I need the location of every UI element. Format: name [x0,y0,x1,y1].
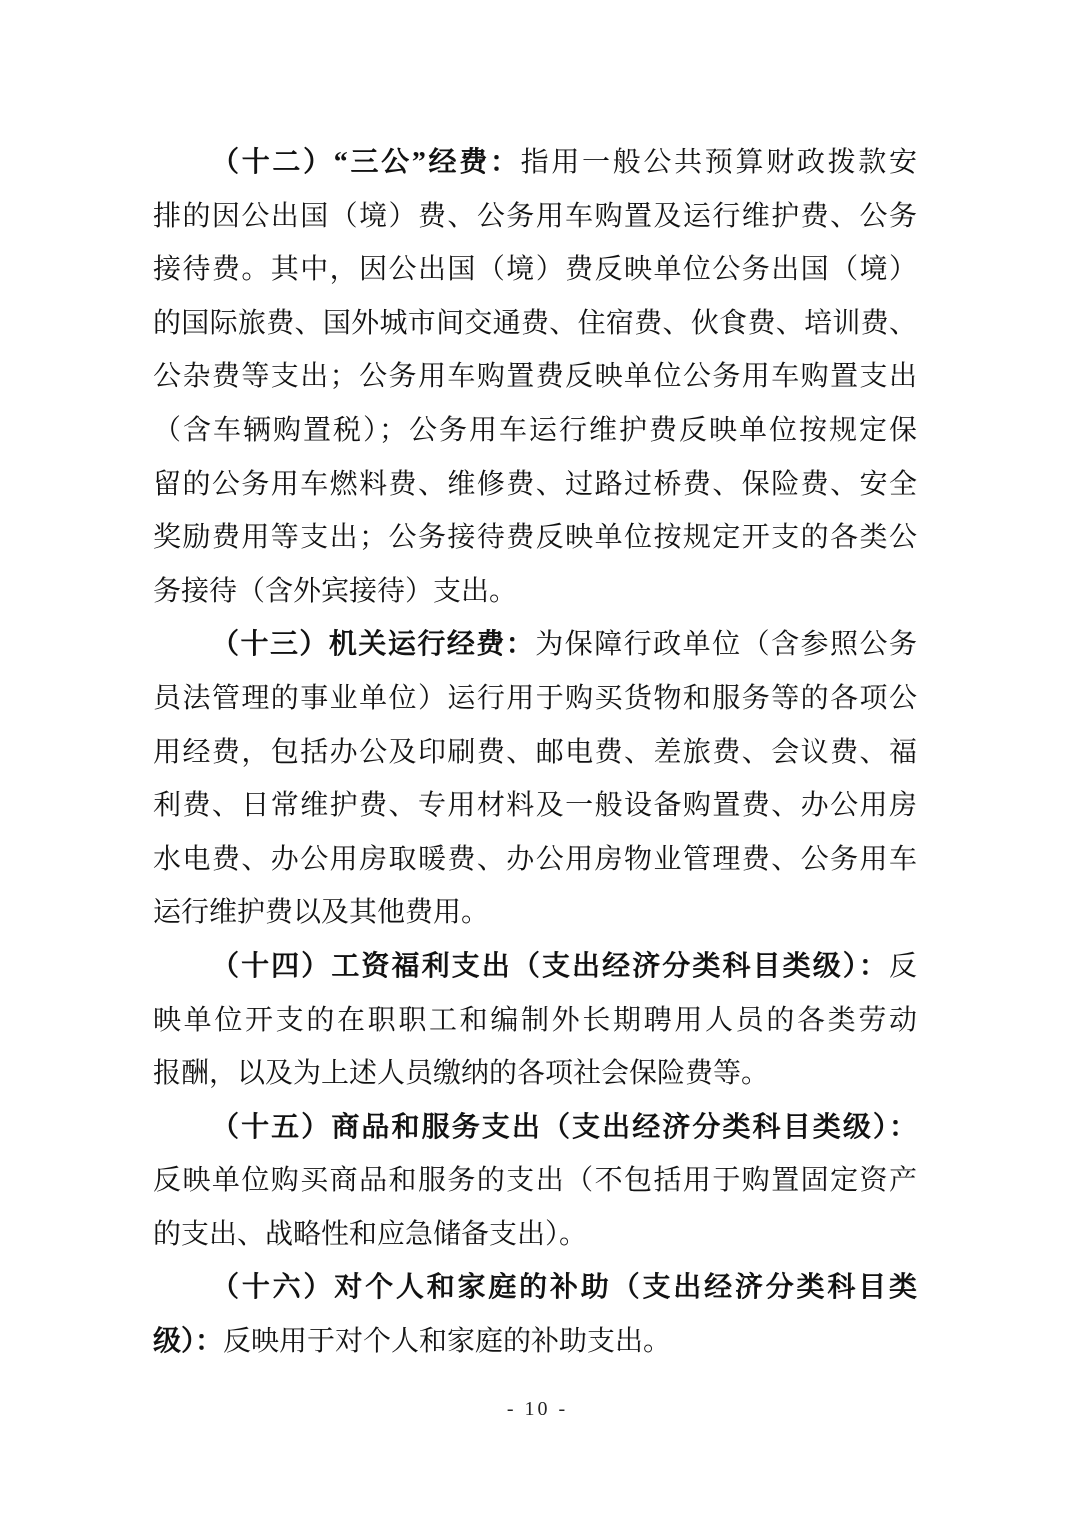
text-line [153,297,917,351]
text-line [153,1154,917,1208]
text-line [153,833,917,887]
text-line [153,511,917,565]
document-body [153,136,917,1369]
line-text: 指用一般公共预算财政拨款安 [520,147,917,178]
text-line [153,940,917,994]
text-line [153,1261,917,1315]
clause-heading: （十二）“三公”经费： [211,147,521,178]
line-text: 报酬，以及为上述人员缴纳的各项社会保险费等。 [153,1058,770,1090]
text-line [153,1208,917,1262]
line-text: 务接待（含外宾接待）支出。 [153,575,518,607]
line-text: 排的因公出国（境）费、公务用车购置及运行维护费、公务 [153,200,917,232]
text-line [153,565,917,619]
line-text: 为保障行政单位（含参照公务 [535,629,917,661]
line-text: 反映用于对个人和家庭的补助支出。 [223,1326,672,1358]
text-line [153,779,917,833]
line-text: 用经费，包括办公及印刷费、邮电费、差旅费、会议费、福 [153,736,917,768]
text-line [153,1315,917,1369]
text-line [153,886,917,940]
line-text: 的国际旅费、国外城市间交通费、住宿费、伙食费、培训费、 [153,307,917,339]
text-line [153,1047,917,1101]
text-line [153,726,917,780]
line-text: 反 [888,950,917,982]
text-line [153,136,917,190]
clause-heading: （十四）工资福利支出（支出经济分类科目类级）： [211,950,889,982]
clause-heading: （十六）对个人和家庭的补助（支出经济分类科目类 [211,1272,917,1304]
line-text: 水电费、办公用房取暖费、办公用房物业管理费、公务用车 [153,843,917,875]
line-text: 利费、日常维护费、专用材料及一般设备购置费、办公用房 [153,790,917,822]
text-line [153,190,917,244]
line-text: 奖励费用等支出；公务接待费反映单位按规定开支的各类公 [153,522,917,554]
text-line [153,994,917,1048]
text-line [153,1101,917,1155]
clause-heading: （十五）商品和服务支出（支出经济分类科目类级）： [211,1111,917,1143]
line-text: 的支出、战略性和应急储备支出）。 [153,1218,588,1250]
text-line [153,243,917,297]
line-text: 员法管理的事业单位）运行用于购买货物和服务等的各项公 [153,682,917,714]
line-text: 接待费。其中，因公出国（境）费反映单位公务出国（境） [153,254,917,286]
page-number: - 10 - [506,1398,569,1420]
line-text: 留的公务用车燃料费、维修费、过路过桥费、保险费、安全 [153,468,917,500]
line-text: 运行维护费以及其他费用。 [153,897,490,929]
clause-heading: 级）： [153,1326,224,1358]
line-text: 公杂费等支出；公务用车购置费反映单位公务用车购置支出 [153,361,917,393]
line-text: 映单位开支的在职职工和编制外长期聘用人员的各类劳动 [153,1004,917,1036]
text-line [153,458,917,512]
text-line [153,618,917,672]
line-text: 反映单位购买商品和服务的支出（不包括用于购置固定资产 [153,1165,917,1197]
line-text: （含车辆购置税）；公务用车运行维护费反映单位按规定保 [153,414,917,446]
text-line [153,350,917,404]
text-line [153,404,917,458]
text-line [153,672,917,726]
clause-heading: （十三）机关运行经费： [211,629,536,661]
